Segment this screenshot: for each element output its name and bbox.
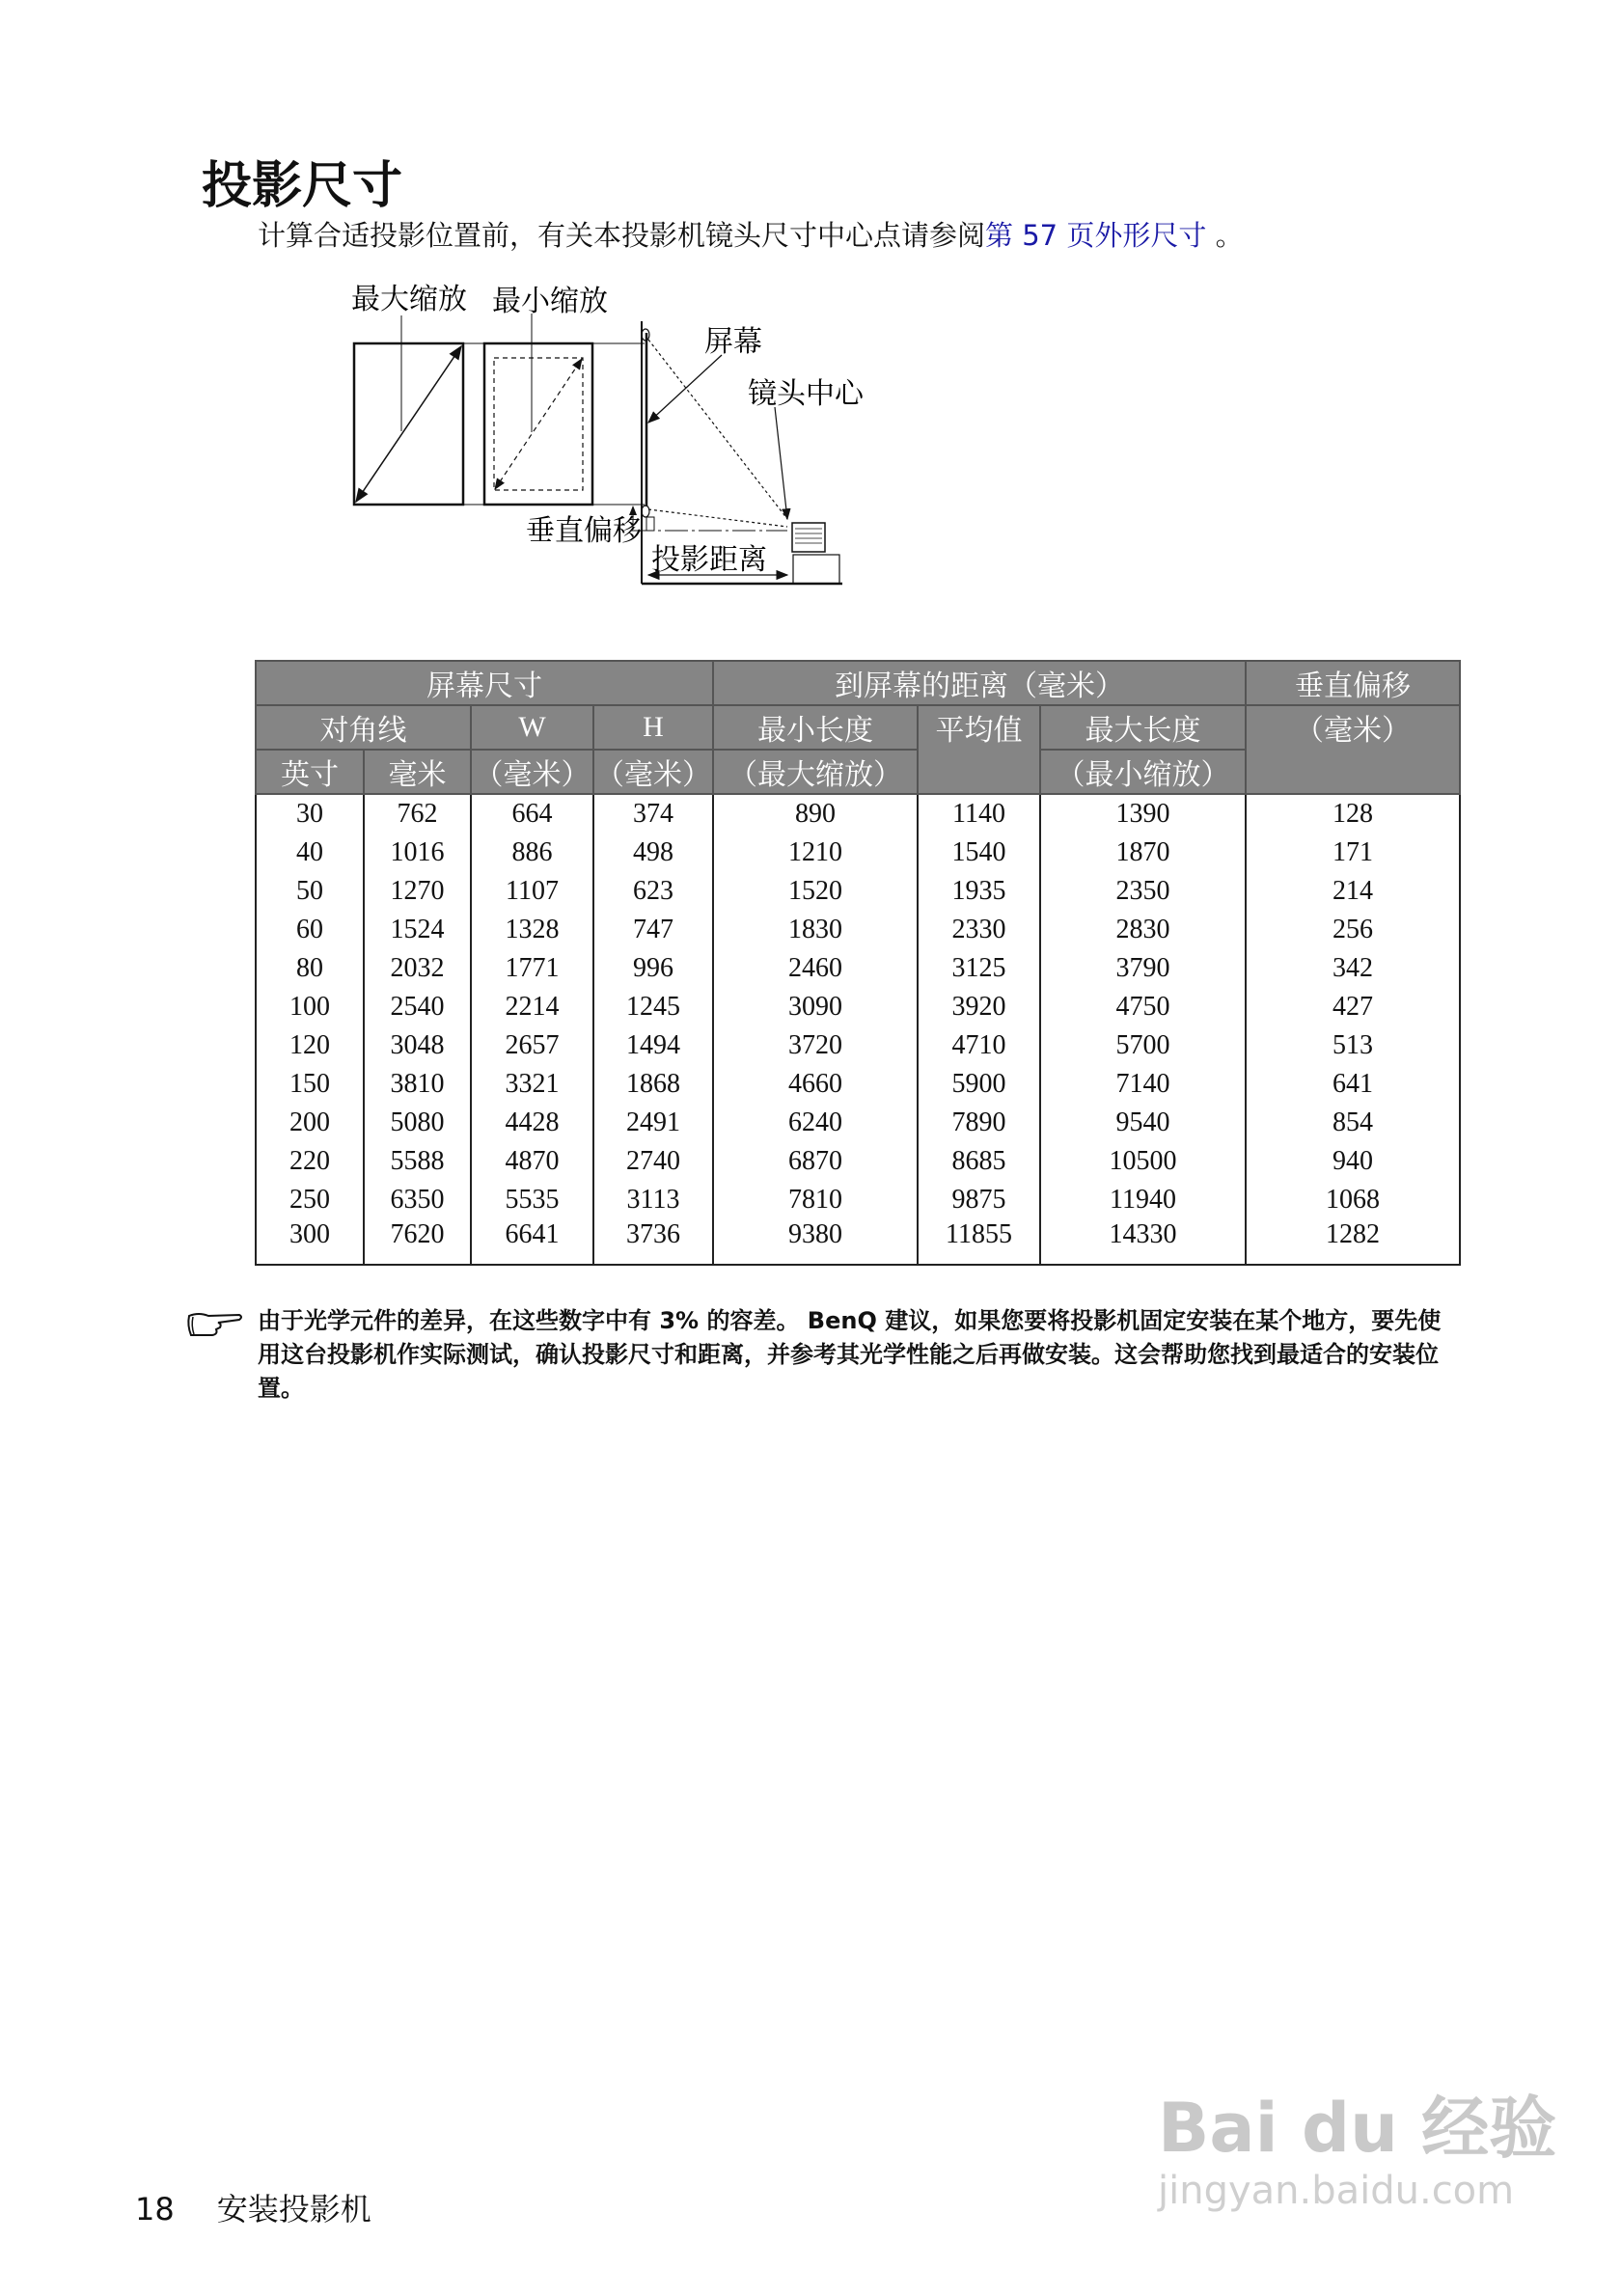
page-number: 18	[135, 2191, 175, 2228]
table-cell: 854	[1246, 1104, 1460, 1142]
table-cell: 250	[256, 1181, 364, 1219]
table-cell: 996	[593, 949, 713, 988]
page-footer	[135, 2185, 414, 2229]
table-row	[256, 1181, 1460, 1219]
header-diagonal: 对角线	[256, 705, 471, 750]
table-cell: 3920	[918, 988, 1040, 1026]
header-w-unit: （毫米）	[471, 750, 593, 794]
table-cell: 30	[256, 794, 364, 834]
table-cell: 3321	[471, 1065, 593, 1104]
header-max-length: 最大长度	[1040, 705, 1246, 750]
pointing-hand-icon	[185, 1308, 247, 1341]
table-cell: 1282	[1246, 1219, 1460, 1265]
table-row	[256, 872, 1460, 911]
table-cell: 100	[256, 988, 364, 1026]
table-cell: 5900	[918, 1065, 1040, 1104]
header-distance: 到屏幕的距离（毫米）	[713, 661, 1246, 705]
table-cell: 2460	[713, 949, 918, 988]
table-row	[256, 1142, 1460, 1181]
table-cell: 1068	[1246, 1181, 1460, 1219]
table-cell: 214	[1246, 872, 1460, 911]
table-cell: 171	[1246, 834, 1460, 872]
table-row	[256, 988, 1460, 1026]
watermark-brand: Bai du 经验	[1158, 2089, 1557, 2168]
header-average: 平均值	[918, 705, 1040, 794]
label-vertical-offset: 垂直偏移	[526, 514, 642, 548]
table-cell: 4710	[918, 1026, 1040, 1065]
table-cell: 940	[1246, 1142, 1460, 1181]
table-cell: 2214	[471, 988, 593, 1026]
table-cell: 5080	[364, 1104, 471, 1142]
table-cell: 6350	[364, 1181, 471, 1219]
table-cell: 3090	[713, 988, 918, 1026]
table-cell: 342	[1246, 949, 1460, 988]
table-cell: 7890	[918, 1104, 1040, 1142]
header-h-unit: （毫米）	[593, 750, 713, 794]
table-cell: 374	[593, 794, 713, 834]
table-cell: 3125	[918, 949, 1040, 988]
page-title: 投影尺寸	[202, 157, 403, 215]
table-cell: 5535	[471, 1181, 593, 1219]
table-row	[256, 794, 1460, 834]
table-cell: 6240	[713, 1104, 918, 1142]
table-cell: 50	[256, 872, 364, 911]
table-cell: 14330	[1040, 1219, 1246, 1265]
table-row	[256, 1104, 1460, 1142]
label-screen: 屏幕	[704, 325, 762, 359]
section-name: 安装投影机	[216, 2191, 371, 2228]
table-row	[256, 834, 1460, 872]
header-offset: 垂直偏移	[1246, 661, 1460, 705]
header-min-length: 最小长度	[713, 705, 918, 750]
table-cell: 2350	[1040, 872, 1246, 911]
table-row	[256, 949, 1460, 988]
table-cell: 4660	[713, 1065, 918, 1104]
header-screen-size: 屏幕尺寸	[256, 661, 713, 705]
table-cell: 256	[1246, 911, 1460, 949]
table-cell: 2657	[471, 1026, 593, 1065]
table-cell: 427	[1246, 988, 1460, 1026]
table-cell: 2032	[364, 949, 471, 988]
intro-body: 计算合适投影位置前，有关本投影机镜头尺寸中心点请参阅	[258, 219, 986, 252]
table-cell: 9380	[713, 1219, 918, 1265]
table-cell: 120	[256, 1026, 364, 1065]
table-cell: 1107	[471, 872, 593, 911]
table-cell: 2540	[364, 988, 471, 1026]
table-cell: 10500	[1040, 1142, 1246, 1181]
table-cell: 1210	[713, 834, 918, 872]
table-cell: 1390	[1040, 794, 1246, 834]
table-cell: 1328	[471, 911, 593, 949]
label-min-zoom: 最小缩放	[492, 285, 608, 318]
table-cell: 2491	[593, 1104, 713, 1142]
table-cell: 1270	[364, 872, 471, 911]
projection-size-table	[255, 660, 1461, 1266]
table-cell: 40	[256, 834, 364, 872]
table-cell: 498	[593, 834, 713, 872]
table-cell: 128	[1246, 794, 1460, 834]
table-cell: 3790	[1040, 949, 1246, 988]
table-cell: 513	[1246, 1026, 1460, 1065]
table-cell: 300	[256, 1219, 364, 1265]
table-cell: 3810	[364, 1065, 471, 1104]
table-row	[256, 911, 1460, 949]
tolerance-note: 由于光学元件的差异，在这些数字中有 3% 的容差。 BenQ 建议，如果您要将投影机固定安装在某个地方，要先使用这台投影机作实际测试，确认投影尺寸和距离，并参考其光学性能之后再做安装。这会帮助您找到最适合的安装位置。	[258, 1307, 1442, 1402]
table-cell: 1868	[593, 1065, 713, 1104]
table-cell: 6641	[471, 1219, 593, 1265]
table-cell: 11855	[918, 1219, 1040, 1265]
watermark-url: jingyan.baidu.com	[1158, 2169, 1515, 2213]
table-cell: 3048	[364, 1026, 471, 1065]
table-cell: 1540	[918, 834, 1040, 872]
table-cell: 1016	[364, 834, 471, 872]
table-cell: 1520	[713, 872, 918, 911]
table-cell: 1935	[918, 872, 1040, 911]
label-lens-center: 镜头中心	[748, 377, 864, 411]
table-cell: 1494	[593, 1026, 713, 1065]
table-cell: 5700	[1040, 1026, 1246, 1065]
header-mm: 毫米	[364, 750, 471, 794]
projector-icon	[792, 523, 825, 552]
table-cell: 1245	[593, 988, 713, 1026]
table-cell: 80	[256, 949, 364, 988]
label-max-zoom: 最大缩放	[351, 283, 467, 316]
table-cell: 3720	[713, 1026, 918, 1065]
table-cell: 3736	[593, 1219, 713, 1265]
table-cell: 8685	[918, 1142, 1040, 1181]
table-cell: 886	[471, 834, 593, 872]
page-link[interactable]: 第 57 页外形尺寸	[985, 219, 1207, 252]
table-cell: 2740	[593, 1142, 713, 1181]
table-cell: 2830	[1040, 911, 1246, 949]
table-cell: 1771	[471, 949, 593, 988]
intro-text	[258, 214, 1244, 254]
table-cell: 220	[256, 1142, 364, 1181]
table-cell: 11940	[1040, 1181, 1246, 1219]
table-cell: 1870	[1040, 834, 1246, 872]
header-min-zoom: （最小缩放）	[1040, 750, 1246, 794]
table-cell: 3113	[593, 1181, 713, 1219]
table-cell: 60	[256, 911, 364, 949]
table-cell: 641	[1246, 1065, 1460, 1104]
table-cell: 9875	[918, 1181, 1040, 1219]
table-cell: 2330	[918, 911, 1040, 949]
header-w: W	[471, 705, 593, 750]
table-row	[256, 1219, 1460, 1265]
table-cell: 7620	[364, 1219, 471, 1265]
header-max-zoom: （最大缩放）	[713, 750, 918, 794]
table-cell: 4428	[471, 1104, 593, 1142]
table-cell: 1830	[713, 911, 918, 949]
table-cell: 4750	[1040, 988, 1246, 1026]
header-inch: 英寸	[256, 750, 364, 794]
table-cell: 150	[256, 1065, 364, 1104]
table-cell: 4870	[471, 1142, 593, 1181]
header-offset-unit: （毫米）	[1246, 705, 1460, 794]
table-cell: 200	[256, 1104, 364, 1142]
table-cell: 890	[713, 794, 918, 834]
table-cell: 1140	[918, 794, 1040, 834]
table-cell: 7140	[1040, 1065, 1246, 1104]
table-cell: 6870	[713, 1142, 918, 1181]
table-row	[256, 1065, 1460, 1104]
label-projection-distance: 投影距离	[651, 543, 767, 577]
header-h: H	[593, 705, 713, 750]
table-cell: 7810	[713, 1181, 918, 1219]
table-cell: 623	[593, 872, 713, 911]
table-row	[256, 1026, 1460, 1065]
table-cell: 747	[593, 911, 713, 949]
intro-suffix: 。	[1206, 219, 1244, 252]
table-cell: 762	[364, 794, 471, 834]
projection-diagram	[347, 270, 878, 598]
table-cell: 1524	[364, 911, 471, 949]
table-cell: 9540	[1040, 1104, 1246, 1142]
table-cell: 664	[471, 794, 593, 834]
table-cell: 5588	[364, 1142, 471, 1181]
